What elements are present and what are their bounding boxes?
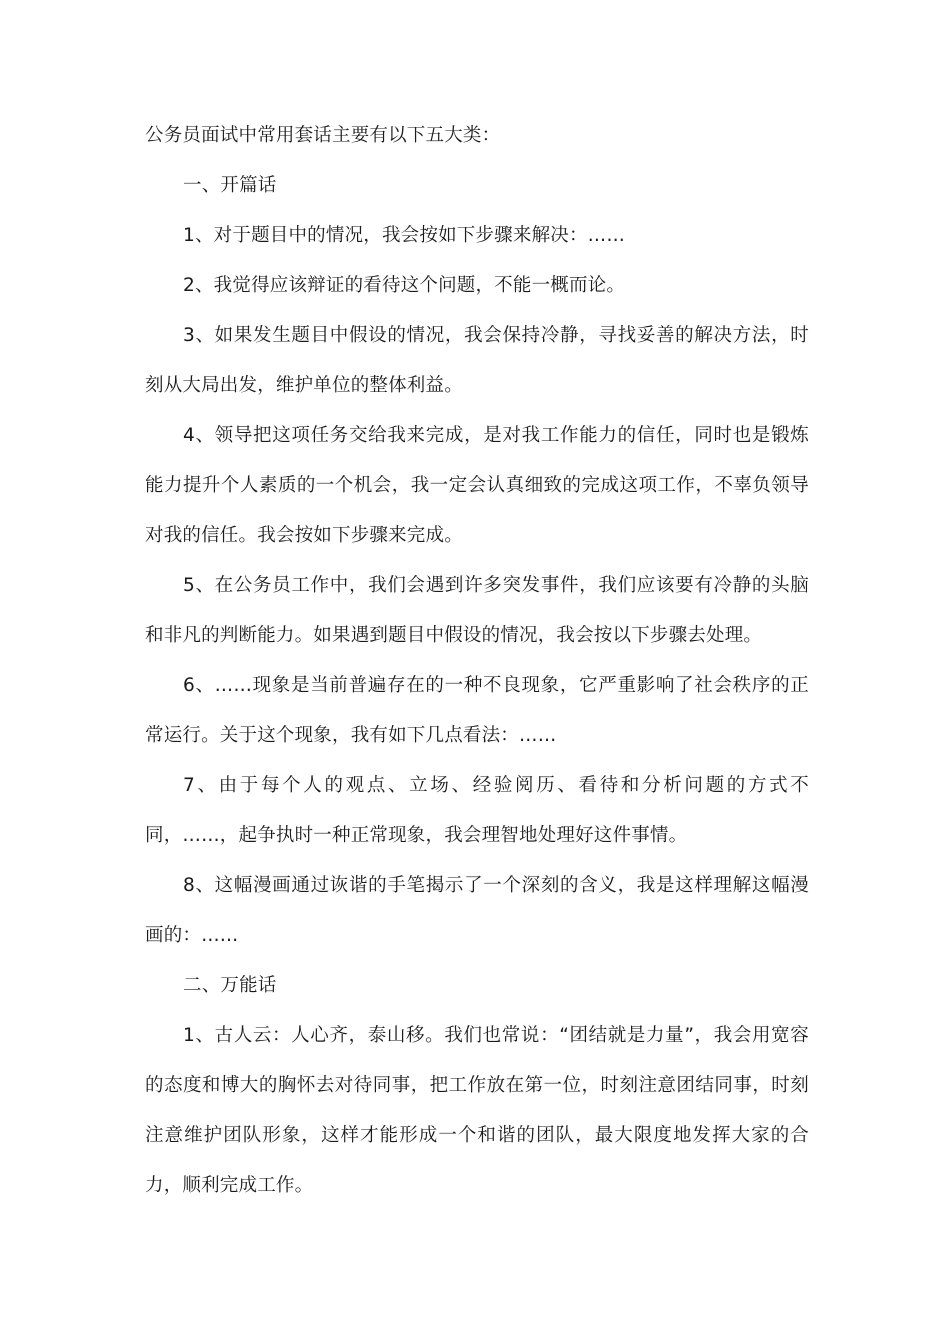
universal-item-1: 1、古人云：人心齐，泰山移。我们也常说：“团结就是力量”，我会用宽容的态度和博大的胸怀去对待同事，把工作放在第一位，时刻注意团结同事，时刻注意维护团队形象，这样才能形成一个和谐的团队，最大限度地发挥大家的合力，顺利完成工作。 bbox=[145, 1025, 809, 1196]
opening-item-3: 3、如果发生题目中假设的情况，我会保持冷静，寻找妥善的解决方法，时刻从大局出发，维护单位的整体利益。 bbox=[145, 325, 809, 396]
opening-item-7: 7、由于每个人的观点、立场、经验阅历、看待和分析问题的方式不同，……，起争执时一种正常现象，我会理智地处理好这件事情。 bbox=[145, 775, 809, 846]
section-heading-opening: 一、开篇话 bbox=[183, 175, 277, 196]
opening-item-5: 5、在公务员工作中，我们会遇到许多突发事件，我们应该要有冷静的头脑和非凡的判断能力。如果遇到题目中假设的情况，我会按以下步骤去处理。 bbox=[145, 575, 809, 646]
section-heading-universal: 二、万能话 bbox=[183, 975, 277, 996]
opening-item-4: 4、领导把这项任务交给我来完成，是对我工作能力的信任，同时也是锻炼能力提升个人素质的一个机会，我一定会认真细致的完成这项工作，不辜负领导对我的信任。我会按如下步骤来完成。 bbox=[145, 425, 809, 546]
opening-item-6: 6、……现象是当前普遍存在的一种不良现象，它严重影响了社会秩序的正常运行。关于这个现象，我有如下几点看法：…… bbox=[145, 675, 809, 746]
opening-item-8: 8、这幅漫画通过诙谐的手笔揭示了一个深刻的含义，我是这样理解这幅漫画的：…… bbox=[145, 875, 809, 946]
document-intro: 公务员面试中常用套话主要有以下五大类： bbox=[145, 125, 501, 146]
document-body bbox=[145, 111, 809, 1211]
opening-item-1: 1、对于题目中的情况，我会按如下步骤来解决：…… bbox=[183, 225, 626, 246]
opening-item-2: 2、我觉得应该辩证的看待这个问题，不能一概而论。 bbox=[183, 275, 626, 296]
